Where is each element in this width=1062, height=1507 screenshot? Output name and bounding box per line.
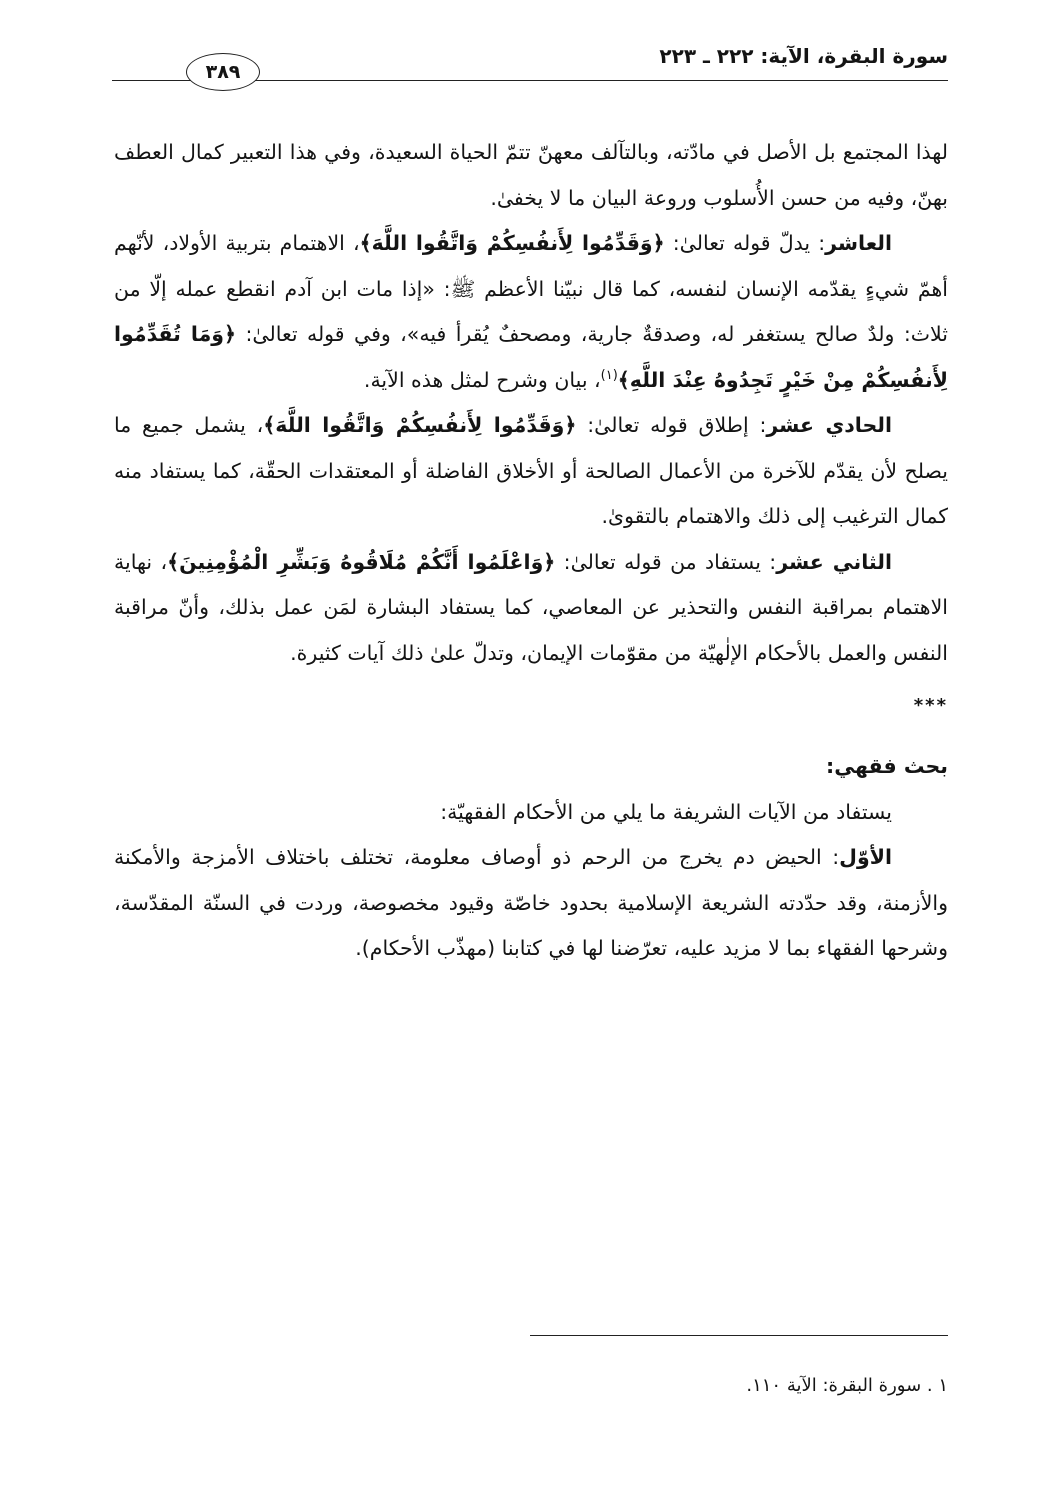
footnote-ref[interactable]: (١): [600, 367, 618, 383]
section-intro: يستفاد من الآيات الشريفة ما يلي من الأحكام الفقهيّة:: [440, 799, 892, 824]
paragraph-1-text: لهذا المجتمع بل الأصل في مادّته، وبالتآلف معهنّ تتمّ الحياة السعيدة، وفي هذا التعبير كمال العطف بهنّ، وفيه من حسن الأُسلوب وروعة البيان ما لا يخفىٰ.: [114, 140, 948, 210]
footnote-rule: [530, 1335, 948, 1336]
page-header: [112, 36, 948, 96]
tenth-text-c: ، بيان وشرح لمثل هذه الآية.: [363, 367, 601, 392]
tenth-text-b: ، الاهتمام بتربية الأولاد، لأنّهم أهمّ شيءٍ يقدّمه الإنسان لنفسه، كما قال نبيّنا الأعظم ﷺ: «إذا مات ابن آدم انقطع عمله إلّا من ثلاث: ولدٌ صالح يستغفر له، وصدقةٌ جارية، ومصحفٌ يُقرأ فيه»، وفي قوله تعالىٰ:: [114, 231, 948, 346]
tenth-verse-1: ﴿وَقَدِّمُوا لِأَنفُسِكُمْ وَاتَّقُوا اللَّهَ﴾: [359, 231, 665, 255]
paragraph-eleventh: [114, 403, 948, 540]
twelfth-text-b: ، نهاية الاهتمام بمراقبة النفس والتحذير عن المعاصي، كما يستفاد البشارة لمَن عمل بذلك، وأنّ مراقبة النفس والعمل بالأحكام الإلٰهيّة من مقوّمات الإيمان، وتدلّ علىٰ ذلك آيات كثيرة.: [114, 549, 948, 665]
page-number-badge: ٣٨٩: [186, 53, 260, 91]
main-text: [114, 130, 948, 972]
running-title: سورة البقرة، الآية: ٢٢٢ ـ ٢٢٣: [659, 44, 948, 68]
footnote: ١ . سورة البقرة: الآية ١١٠.: [746, 1375, 948, 1396]
first-label: الأوّل: [839, 845, 892, 869]
first-text: : الحيض دم يخرج من الرحم ذو أوصاف معلومة، تختلف باختلاف الأمزجة والأمكنة والأزمنة، وقد حدّدته الشريعة الإسلامية بحدود خاصّة وقيود مخصوصة، وردت في السنّة المقدّسة، وشرحها الفقهاء بما لا مزيد عليه، تعرّضنا لها في كتابنا (مهذّب الأحكام).: [114, 845, 948, 960]
tenth-text-a: : يدلّ قوله تعالىٰ:: [664, 231, 826, 255]
twelfth-verse: ﴿وَاعْلَمُوا أَنَّكُمْ مُلَاقُوهُ وَبَشِّرِ الْمُؤْمِنِينَ﴾: [167, 549, 556, 574]
eleventh-text-b: ، يشمل جميع ما يصلح لأن يقدّم للآخرة من الأعمال الصالحة أو الأخلاق الفاضلة أو المعتقدات الحقّة، كما يستفاد منه كمال الترغيب إلى ذلك والاهتمام بالتقوىٰ.: [114, 413, 948, 528]
paragraph-twelfth: [114, 540, 948, 677]
eleventh-verse: ﴿وَقَدِّمُوا لِأَنفُسِكُمْ وَاتَّقُوا اللَّهَ﴾: [263, 413, 577, 437]
twelfth-label: الثاني عشر: [776, 549, 892, 574]
twelfth-text-a: : يستفاد من قوله تعالىٰ:: [555, 549, 777, 574]
eleventh-text-a: : إطلاق قوله تعالىٰ:: [576, 413, 767, 437]
paragraph-tenth: [114, 221, 948, 403]
paragraph-1: [114, 130, 948, 221]
eleventh-label: الحادي عشر: [766, 413, 892, 437]
section-separator: ***: [913, 695, 948, 716]
tenth-label: العاشر: [825, 231, 893, 255]
tenth-verse-2: ﴿وَمَا تُقَدِّمُوا لِأَنفُسِكُمْ مِنْ خَيْرٍ تَجِدُوهُ عِنْدَ اللَّهِ﴾: [114, 322, 948, 392]
section-heading: بحث فقهي:: [826, 754, 948, 778]
paragraph-first-ruling: [114, 835, 948, 972]
